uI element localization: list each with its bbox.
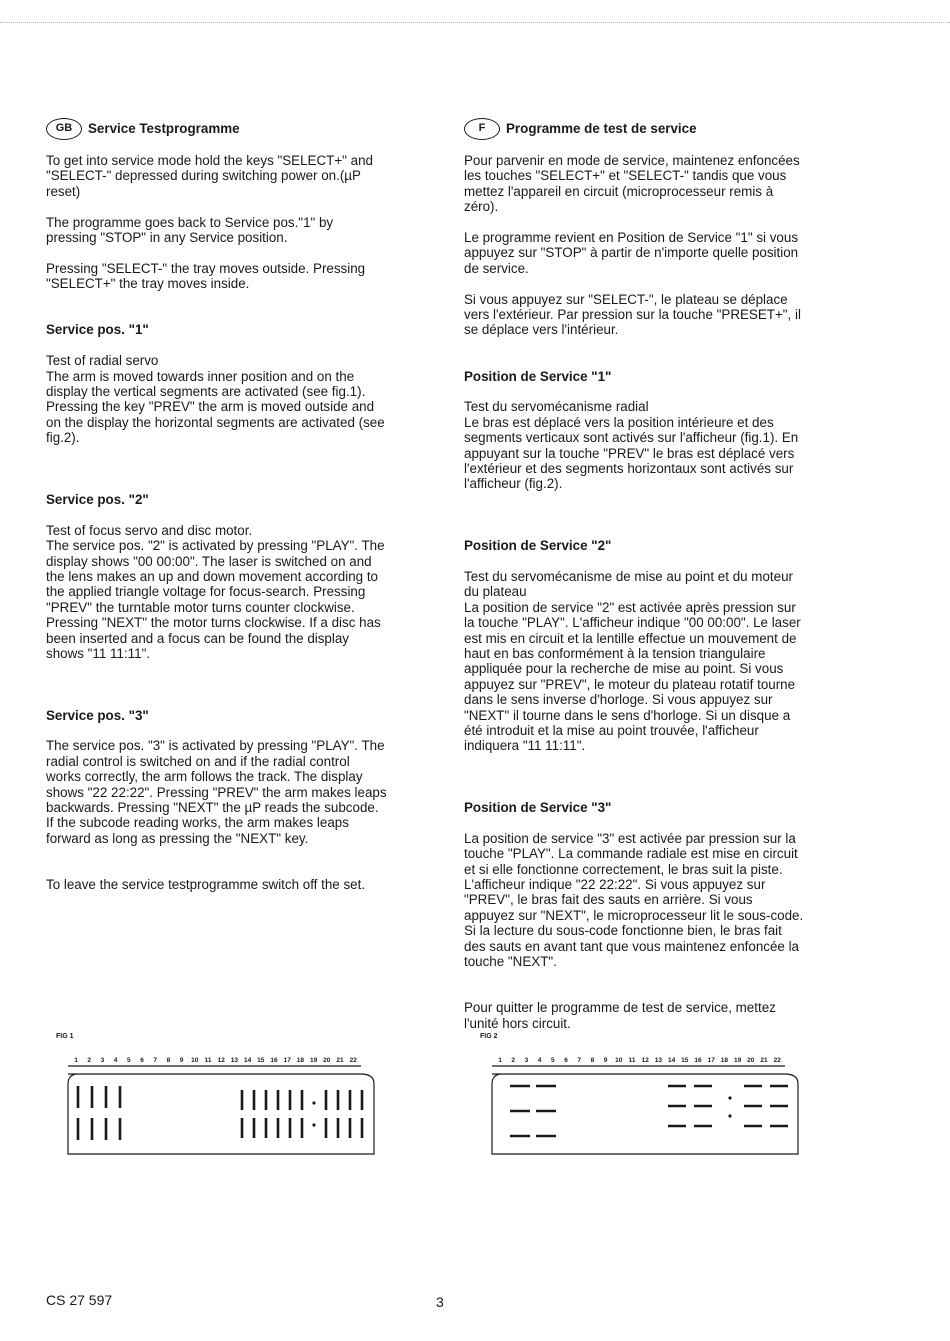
scale-number: 16 (694, 1057, 702, 1064)
figure-2-display (480, 1033, 800, 1156)
scale-number: 22 (773, 1057, 781, 1064)
scale-number: 10 (615, 1057, 623, 1064)
scale-number: 8 (166, 1057, 171, 1064)
english-title: Service Testprogramme (88, 121, 240, 137)
scale-number: 11 (204, 1057, 212, 1064)
french-column (464, 118, 844, 1046)
section-title: Service pos. "2" (46, 491, 149, 507)
scale-number: 4 (537, 1057, 542, 1064)
section-title: Position de Service "3" (464, 799, 612, 815)
french-intro-3: Si vous appuyez sur "SELECT-", le plateau se déplace vers l'extérieur. Par pression sur la touche "PRESET+", il se déplace vers l'intérieur. (464, 291, 801, 338)
scale-number: 5 (126, 1057, 131, 1064)
french-intro-1: Pour parvenir en mode de service, maintenez enfoncées les touches "SELECT+" et "SELECT-" tandis que vous mettez l'appareil en circuit (microprocesseur remis à zéro). (464, 153, 800, 215)
scale-number: 13 (654, 1057, 663, 1064)
scale-number: 21 (760, 1057, 768, 1064)
french-section-3 (464, 785, 844, 985)
english-outro: To leave the service testprogramme switch off the set. (46, 877, 366, 892)
section-body: Test du servomécanisme de mise au point et du moteur du plateau La position de service "2" est activée après pression sur la touche "PLAY". L'afficheur indique "00 00:00". Le laser est mis en circuit et la lentille effectue un mouvement de haut en bas conformément à la tension triangulaire appliquée pour la recherche de mise au point. Si vous appuyez sur "PREV", le moteur du plateau rotatif tourne dans le sens inverse d'horloge. Si vous appuyez sur "NEXT" il tourne dans le sens d'horloge. Si un disque a été introduit et la mise au point trouvée, l'afficheur indiquera "11 11:11". (464, 568, 801, 754)
french-intro-2: Le programme revient en Position de Service "1" si vous appuyez sur "STOP" à partir de n'importe quelle position de service. (464, 230, 799, 276)
figure-1-svg (56, 1046, 376, 1156)
english-intro-2: The programme goes back to Service pos."1" by pressing "STOP" in any Service position. (46, 214, 334, 246)
scale-number: 5 (550, 1057, 555, 1064)
english-heading (46, 118, 421, 140)
section-title: Service pos. "1" (46, 322, 149, 338)
scale-number: 14 (667, 1057, 676, 1064)
scale-numbers (74, 1057, 357, 1064)
french-outro: Pour quitter le programme de test de service, mettez l'unité hors circuit. (464, 1000, 776, 1031)
scale-number: 22 (349, 1057, 357, 1064)
french-title: Programme de test de service (506, 121, 697, 137)
colon-dot-top (312, 1101, 315, 1104)
scale-number: 10 (191, 1057, 199, 1064)
section-title: Position de Service "2" (464, 538, 612, 554)
scale-number: 13 (230, 1057, 239, 1064)
scale-number: 9 (603, 1057, 608, 1064)
french-heading (464, 118, 844, 140)
scale-number: 7 (153, 1057, 158, 1064)
figure-1-label: FIG 1 (56, 1033, 74, 1040)
scale-number: 11 (628, 1057, 636, 1064)
scale-number: 2 (87, 1057, 92, 1064)
figure-2-svg (480, 1046, 800, 1156)
english-section-3 (46, 692, 421, 861)
scale-number: 6 (564, 1057, 568, 1064)
scale-number: 3 (524, 1057, 529, 1064)
scale-number: 20 (747, 1057, 755, 1064)
section-body: Test of focus servo and disc motor. The service pos. "2" is activated by pressing "PLAY". The display shows "00 00:00". The laser is switched on and the lens makes an up and down movement according to the applied triangle voltage for focus-search. Pressing "PREV" the turntable motor turns counter clockwise. Pressing "NEXT" the motor turns clockwise. If a disc has been inserted and a focus can be found the display shows "11 11:11". (46, 522, 385, 661)
section-body: The service pos. "3" is activated by pressing "PLAY". The radial control is switched on and if the radial control works correctly, the arm follows the track. The display shows "22 22:22". Pressing "PREV" the arm makes leaps backwards. Pressing "NEXT" the µP reads the subcode. If the subcode reading works, the arm makes leaps forward as long as pressing the "NEXT" key. (46, 738, 387, 846)
section-body: Test du servomécanisme radial Le bras est déplacé vers la position intérieure et des segments verticaux sont activés sur l'afficheur (fig.1). En appuyant sur la touche "PREV" le bras est déplacé vers l'extérieur et des segments horizontaux sont activés sur l'afficheur (fig.2). (464, 399, 799, 492)
scale-number: 19 (309, 1057, 318, 1064)
colon-dot-top (728, 1096, 731, 1099)
scale-number: 9 (179, 1057, 184, 1064)
display-frame (68, 1074, 374, 1154)
scale-number: 1 (74, 1057, 78, 1064)
scale-numbers (498, 1057, 781, 1064)
figure-1-display (56, 1033, 376, 1156)
colon-dot-bottom (728, 1114, 731, 1117)
vertical-segments (78, 1086, 362, 1140)
section-title: Service pos. "3" (46, 707, 149, 723)
scale-number: 4 (113, 1057, 118, 1064)
scale-number: 15 (681, 1057, 689, 1064)
top-scan-line (0, 22, 950, 24)
scale-number: 2 (511, 1057, 516, 1064)
english-section-1 (46, 307, 421, 461)
scale-number: 16 (270, 1057, 278, 1064)
document-code: CS 27 597 (46, 1292, 113, 1308)
page-number: 3 (436, 1294, 444, 1310)
scale-number: 8 (590, 1057, 595, 1064)
scale-number: 19 (733, 1057, 742, 1064)
scale-number: 12 (641, 1057, 649, 1064)
english-intro-3: Pressing "SELECT-" the tray moves outside. Pressing "SELECT+" the tray moves inside. (46, 260, 366, 292)
scale-number: 21 (336, 1057, 344, 1064)
section-body: La position de service "3" est activée par pression sur la touche "PLAY". La commande radiale est mise en circuit et si elle fonctionne correctement, le bras suit la piste. L'afficheur indique "22 22:22". Si vous appuyez sur "PREV", le bras fait des sauts en arrière. Si vous appuyez sur "NEXT", le microprocesseur lit le sous-code. Si la lecture du sous-code fonctionne bien, le bras fait des sauts en avant tant que vous maintenez enfoncée la touche "NEXT". (464, 830, 804, 970)
scale-number: 15 (257, 1057, 265, 1064)
section-body: Test of radial servo The arm is moved towards inner position and on the display the vertical segments are activated (see fig.1). Pressing the key "PREV" the arm is moved outside and on the display the horizontal segments are activated (see fig.2). (46, 353, 385, 446)
scale-number: 6 (140, 1057, 144, 1064)
scale-number: 3 (100, 1057, 105, 1064)
scale-number: 1 (498, 1057, 502, 1064)
horizontal-segments (510, 1086, 788, 1136)
scale-number: 7 (577, 1057, 582, 1064)
scale-number: 20 (323, 1057, 331, 1064)
figure-2-label: FIG 2 (480, 1033, 498, 1040)
colon-dot-bottom (312, 1123, 315, 1126)
scale-number: 12 (217, 1057, 225, 1064)
english-intro-1: To get into service mode hold the keys "SELECT+" and "SELECT-" depressed during switching power on.(µP reset) (46, 153, 373, 199)
english-section-2 (46, 476, 421, 676)
f-language-badge: F (464, 118, 500, 140)
scale-number: 17 (707, 1057, 715, 1064)
scale-number: 18 (296, 1057, 305, 1064)
english-column (46, 118, 421, 908)
scale-number: 17 (283, 1057, 291, 1064)
scale-number: 18 (720, 1057, 729, 1064)
french-section-1 (464, 353, 844, 507)
gb-language-badge: GB (46, 118, 82, 140)
section-title: Position de Service "1" (464, 368, 612, 384)
scale-number: 14 (243, 1057, 252, 1064)
french-section-2 (464, 523, 844, 770)
